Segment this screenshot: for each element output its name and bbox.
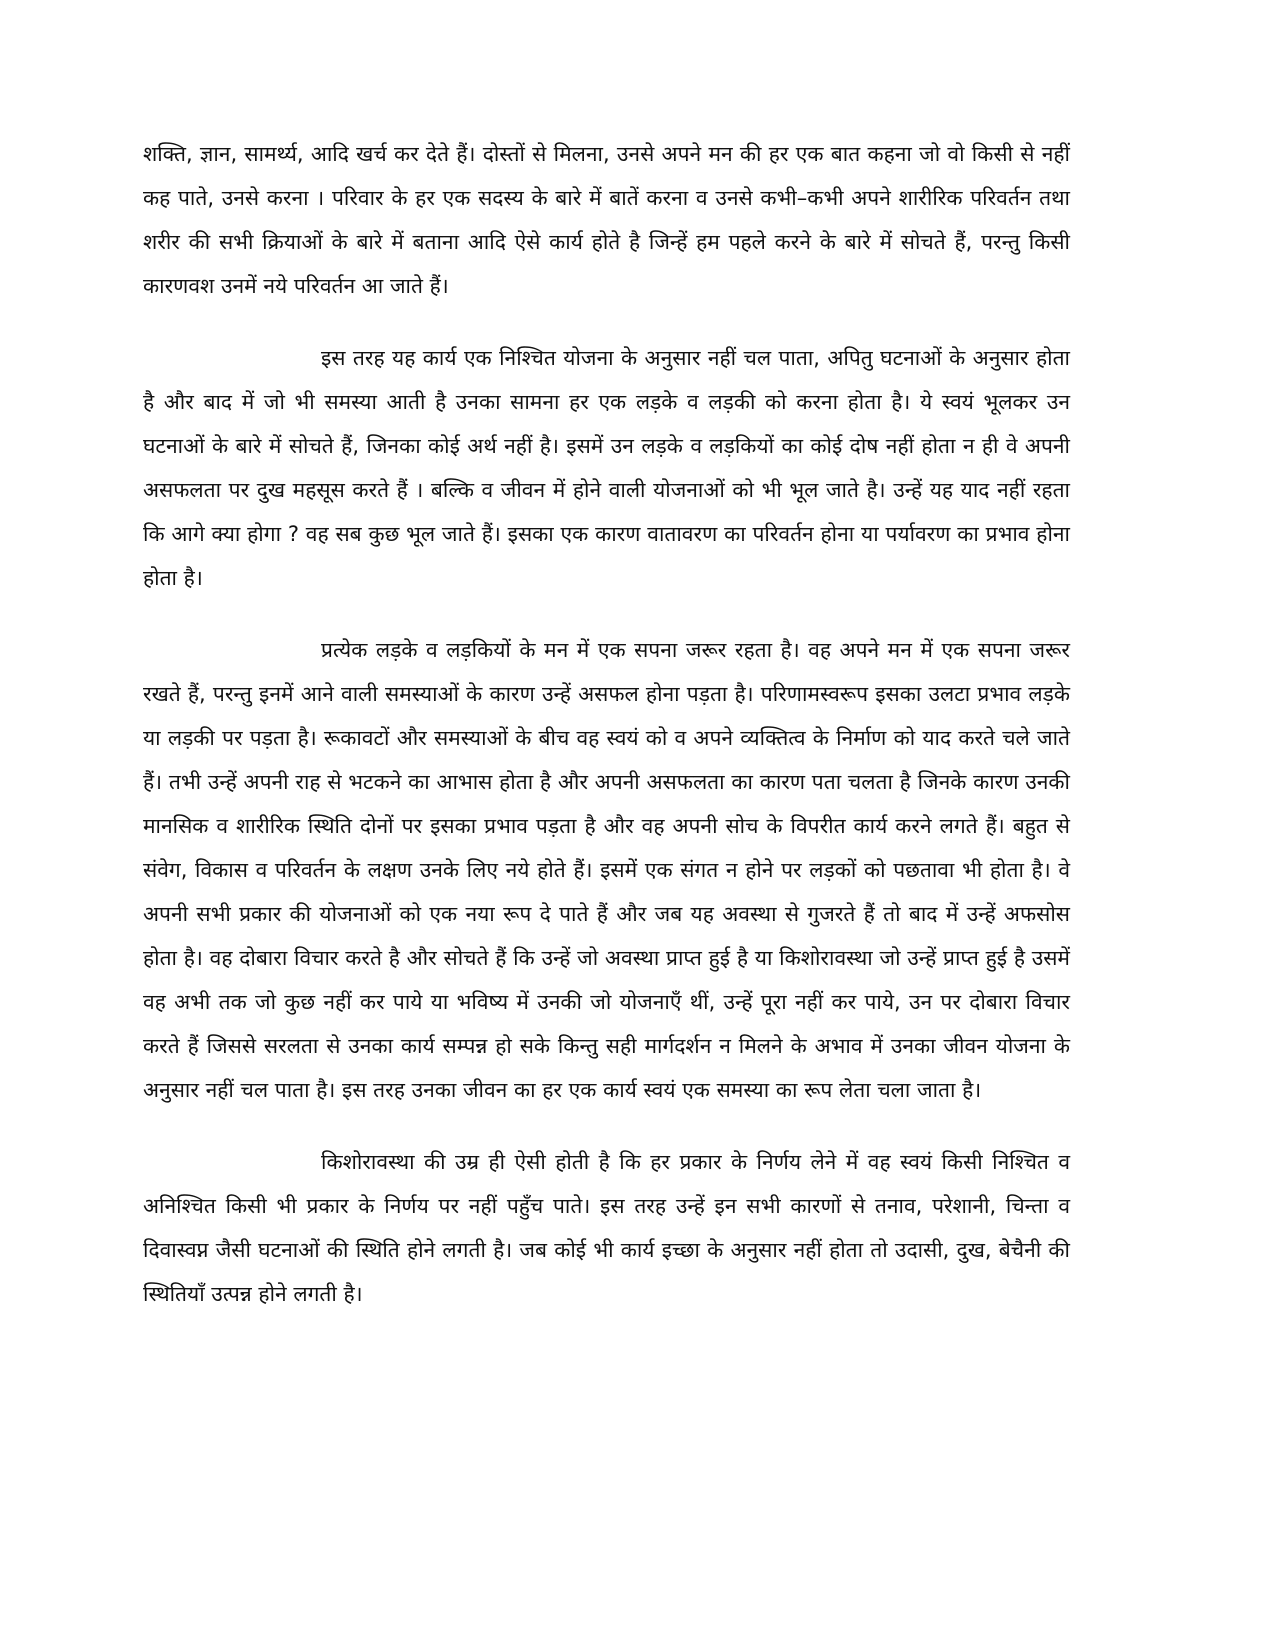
paragraph-2: इस तरह यह कार्य एक निश्चित योजना के अनुसार नहीं चल पाता, अपितु घटनाओं के अनुसार होता है और बाद में जो भी समस्या आती है उनका सामना हर एक लड़के व लड़की को करना होता है। ये स्वयं भूलकर उन घटनाओं के बारे में सोचते हैं, जिनका कोई अर्थ नहीं है। इसमें उन लड़के व लड़कियों का कोई दोष नहीं होता न ही वे अपनी असफलता पर दुख महसूस करते हैं । बल्कि व जीवन में होने वाली योजनाओं को भी भूल जाते है। उन्हें यह याद नहीं रहता कि आगे क्या होगा ? वह सब कुछ भूल जाते हैं। इसका एक कारण वातावरण का परिवर्तन होना या पर्यावरण का प्रभाव होना होता है। [143, 346, 1070, 590]
document-page [143, 132, 1070, 1316]
paragraph-4: किशोरावस्था की उम्र ही ऐसी होती है कि हर प्रकार के निर्णय लेने में वह स्वयं किसी निश्चित व अनिश्चित किसी भी प्रकार के निर्णय पर नहीं पहुँच पाते। इस तरह उन्हें इन सभी कारणों से तनाव, परेशानी, चिन्ता व दिवास्वप्न जैसी घटनाओं की स्थिति होने लगती है। जब कोई भी कार्य इच्छा के अनुसार नहीं होता तो उदासी, दुख, बेचैनी की स्थितियाँ उत्पन्न होने लगती है। [143, 1150, 1070, 1306]
paragraph-3: प्रत्येक लड़के व लड़कियों के मन में एक सपना जरूर रहता है। वह अपने मन में एक सपना जरूर रखते हैं, परन्तु इनमें आने वाली समस्याओं के कारण उन्हें असफल होना पड़ता है। परिणामस्वरूप इसका उलटा प्रभाव लड़के या लड़की पर पड़ता है। रूकावटों और समस्याओं के बीच वह स्वयं को व अपने व्यक्तित्व के निर्माण को याद करते चले जाते हैं। तभी उन्हें अपनी राह से भटकने का आभास होता है और अपनी असफलता का कारण पता चलता है जिनके कारण उनकी मानसिक व शारीरिक स्थिति दोनों पर इसका प्रभाव पड़ता है और वह अपनी सोच के विपरीत कार्य करने लगते हैं। बहुत से संवेग, विकास व परिवर्तन के लक्षण उनके लिए नये होते हैं। इसमें एक संगत न होने पर लड़कों को पछतावा भी होता है। वे अपनी सभी प्रकार की योजनाओं को एक नया रूप दे पाते हैं और जब यह अवस्था से गुजरते हैं तो बाद में उन्हें अफसोस होता है। वह दोबारा विचार करते है और सोचते हैं कि उन्हें जो अवस्था प्राप्त हुई है या किशोरावस्था जो उन्हें प्राप्त हुई है उसमें वह अभी तक जो कुछ नहीं कर पाये या भविष्य में उनकी जो योजनाएँ थीं, उन्हें पूरा नहीं कर पाये, उन पर दोबारा विचार करते हैं जिससे सरलता से उनका कार्य सम्पन्न हो सके किन्तु सही मार्गदर्शन न मिलने के अभाव में उनका जीवन योजना के अनुसार नहीं चल पाता है। इस तरह उनका जीवन का हर एक कार्य स्वयं एक समस्या का रूप लेता चला जाता है। [143, 638, 1070, 1102]
paragraph-1: शक्ति, ज्ञान, सामर्थ्य, आदि खर्च कर देते हैं। दोस्तों से मिलना, उनसे अपने मन की हर एक बात कहना जो वो किसी से नहीं कह पाते, उनसे करना । परिवार के हर एक सदस्य के बारे में बातें करना व उनसे कभी–कभी अपने शारीरिक परिवर्तन तथा शरीर की सभी क्रियाओं के बारे में बताना आदि ऐसे कार्य होते है जिन्हें हम पहले करने के बारे में सोचते हैं, परन्तु किसी कारणवश उनमें नये परिवर्तन आ जाते हैं। [143, 142, 1070, 298]
